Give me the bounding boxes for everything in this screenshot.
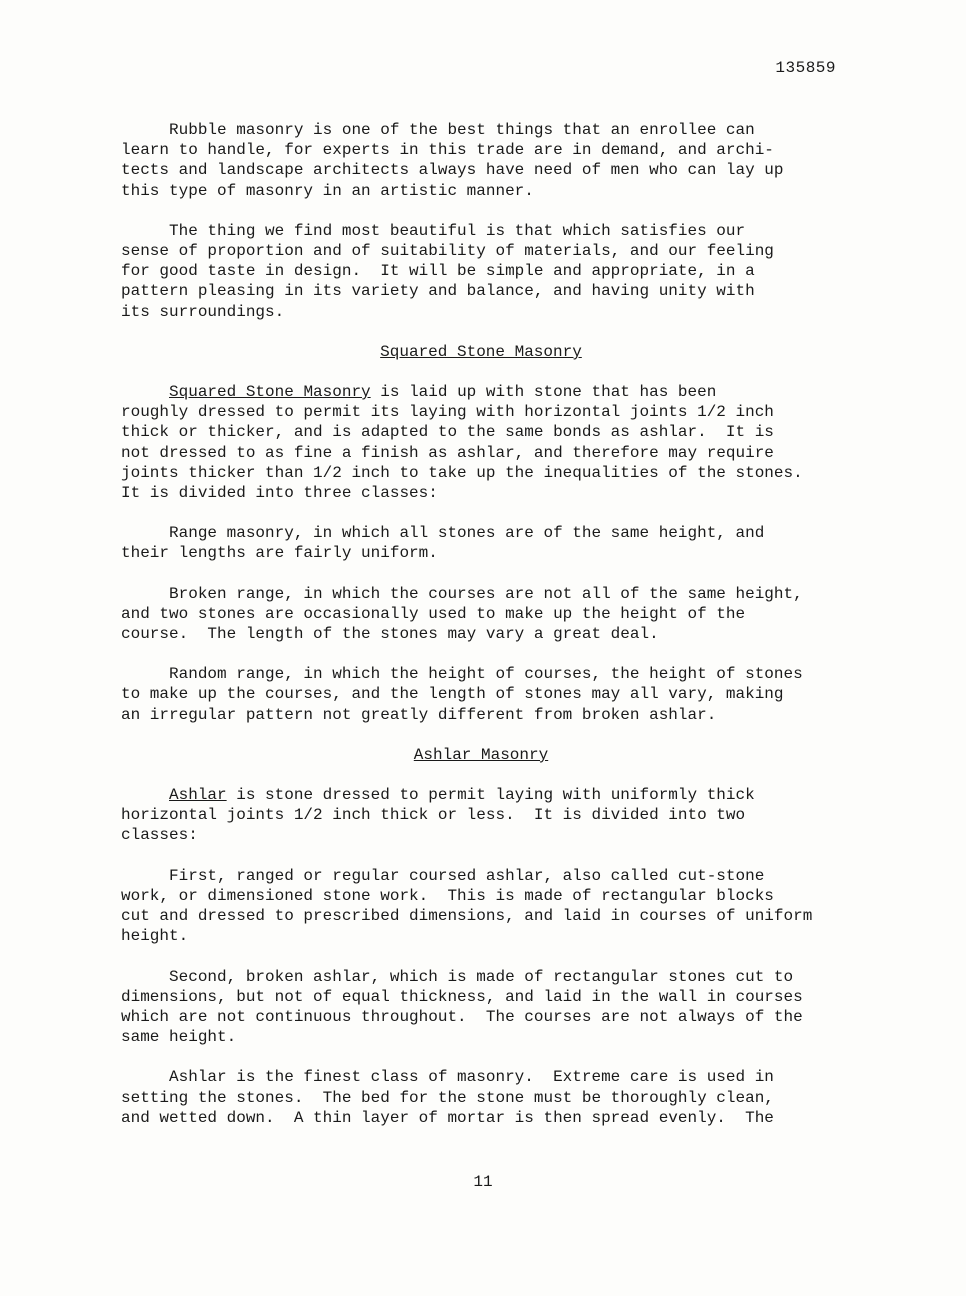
text-line: tects and landscape architects always have need of men who can lay up [121,161,784,180]
page-number: 11 [473,1173,493,1191]
text-line: Broken range, in which the courses are not all of the same height, [121,584,803,603]
text-line: for good taste in design. It will be simple and appropriate, in a [121,262,755,281]
text-line: roughly dressed to permit its laying with horizontal joints 1/2 inch [121,403,774,422]
paragraph [121,523,841,563]
text-line: First, ranged or regular coursed ashlar, also called cut-stone [121,866,765,885]
text-line [121,785,841,805]
text-line: its surroundings. [121,302,285,321]
text-line: pattern pleasing in its variety and balance, and having unity with [121,282,755,301]
term-label: Ashlar [169,786,227,805]
paragraph [121,382,841,503]
body-text [121,120,841,1148]
text-line: It is divided into three classes: [121,484,438,503]
paragraph [121,584,841,645]
text-line: horizontal joints 1/2 inch thick or less. It is divided into two [121,806,746,825]
text-line: sense of proportion and of suitability of materials, and our feeling [121,242,774,261]
section-heading-text: Ashlar Masonry [413,745,549,764]
text-line: which are not continuous throughout. The courses are not always of the [121,1007,803,1026]
text-line: Ashlar is the finest class of masonry. Extreme care is used in [121,1068,774,1087]
text-line: and wetted down. A thin layer of mortar is then spread evenly. The [121,1108,774,1127]
text-line [121,382,841,402]
text-line: dimensions, but not of equal thickness, and laid in the wall in courses [121,987,803,1006]
paragraph [121,664,841,725]
text-line: learn to handle, for experts in this trade are in demand, and archi- [121,141,774,160]
text-line: same height. [121,1028,237,1047]
text-line: and two stones are occasionally used to make up the height of the [121,604,746,623]
paragraph [121,1067,841,1128]
paragraph [121,866,841,947]
text-line: course. The length of the stones may vary a great deal. [121,625,659,644]
text-line: joints thicker than 1/2 inch to take up the inequalities of the stones. [121,463,803,482]
text-line: work, or dimensioned stone work. This is made of rectangular blocks [121,886,774,905]
paragraph [121,967,841,1048]
document-number: 135859 [775,59,836,77]
paragraph [121,785,841,846]
text-line: cut and dressed to prescribed dimensions, and laid in courses of uniform [121,907,813,926]
section-heading [121,342,841,362]
text-line: Rubble masonry is one of the best things that an enrollee can [121,121,755,139]
text-line: this type of masonry in an artistic manner. [121,181,534,200]
text-line: Random range, in which the height of courses, the height of stones [121,665,803,684]
text-line: not dressed to as fine a finish as ashlar, and therefore may require [121,443,774,462]
term-label: Squared Stone Masonry [169,383,371,402]
text-line: their lengths are fairly uniform. [121,544,438,563]
text-line: to make up the courses, and the length of stones may all vary, making [121,685,784,704]
text-fragment: is stone dressed to permit laying with uniformly thick [226,786,755,805]
text-line: Range masonry, in which all stones are of the same height, and [121,524,765,543]
text-line: thick or thicker, and is adapted to the same bonds as ashlar. It is [121,423,774,442]
text-line: setting the stones. The bed for the stone must be thoroughly clean, [121,1088,774,1107]
text-line: Second, broken ashlar, which is made of rectangular stones cut to [121,967,794,986]
section-heading-text: Squared Stone Masonry [380,342,582,361]
paragraph [121,221,841,322]
paragraph [121,120,841,201]
text-line: classes: [121,826,198,845]
text-line: an irregular pattern not greatly different from broken ashlar. [121,705,717,724]
text-fragment: is laid up with stone that has been [370,383,717,402]
section-heading [121,745,841,765]
text-line: The thing we find most beautiful is that which satisfies our [121,221,746,240]
text-line: height. [121,927,189,946]
